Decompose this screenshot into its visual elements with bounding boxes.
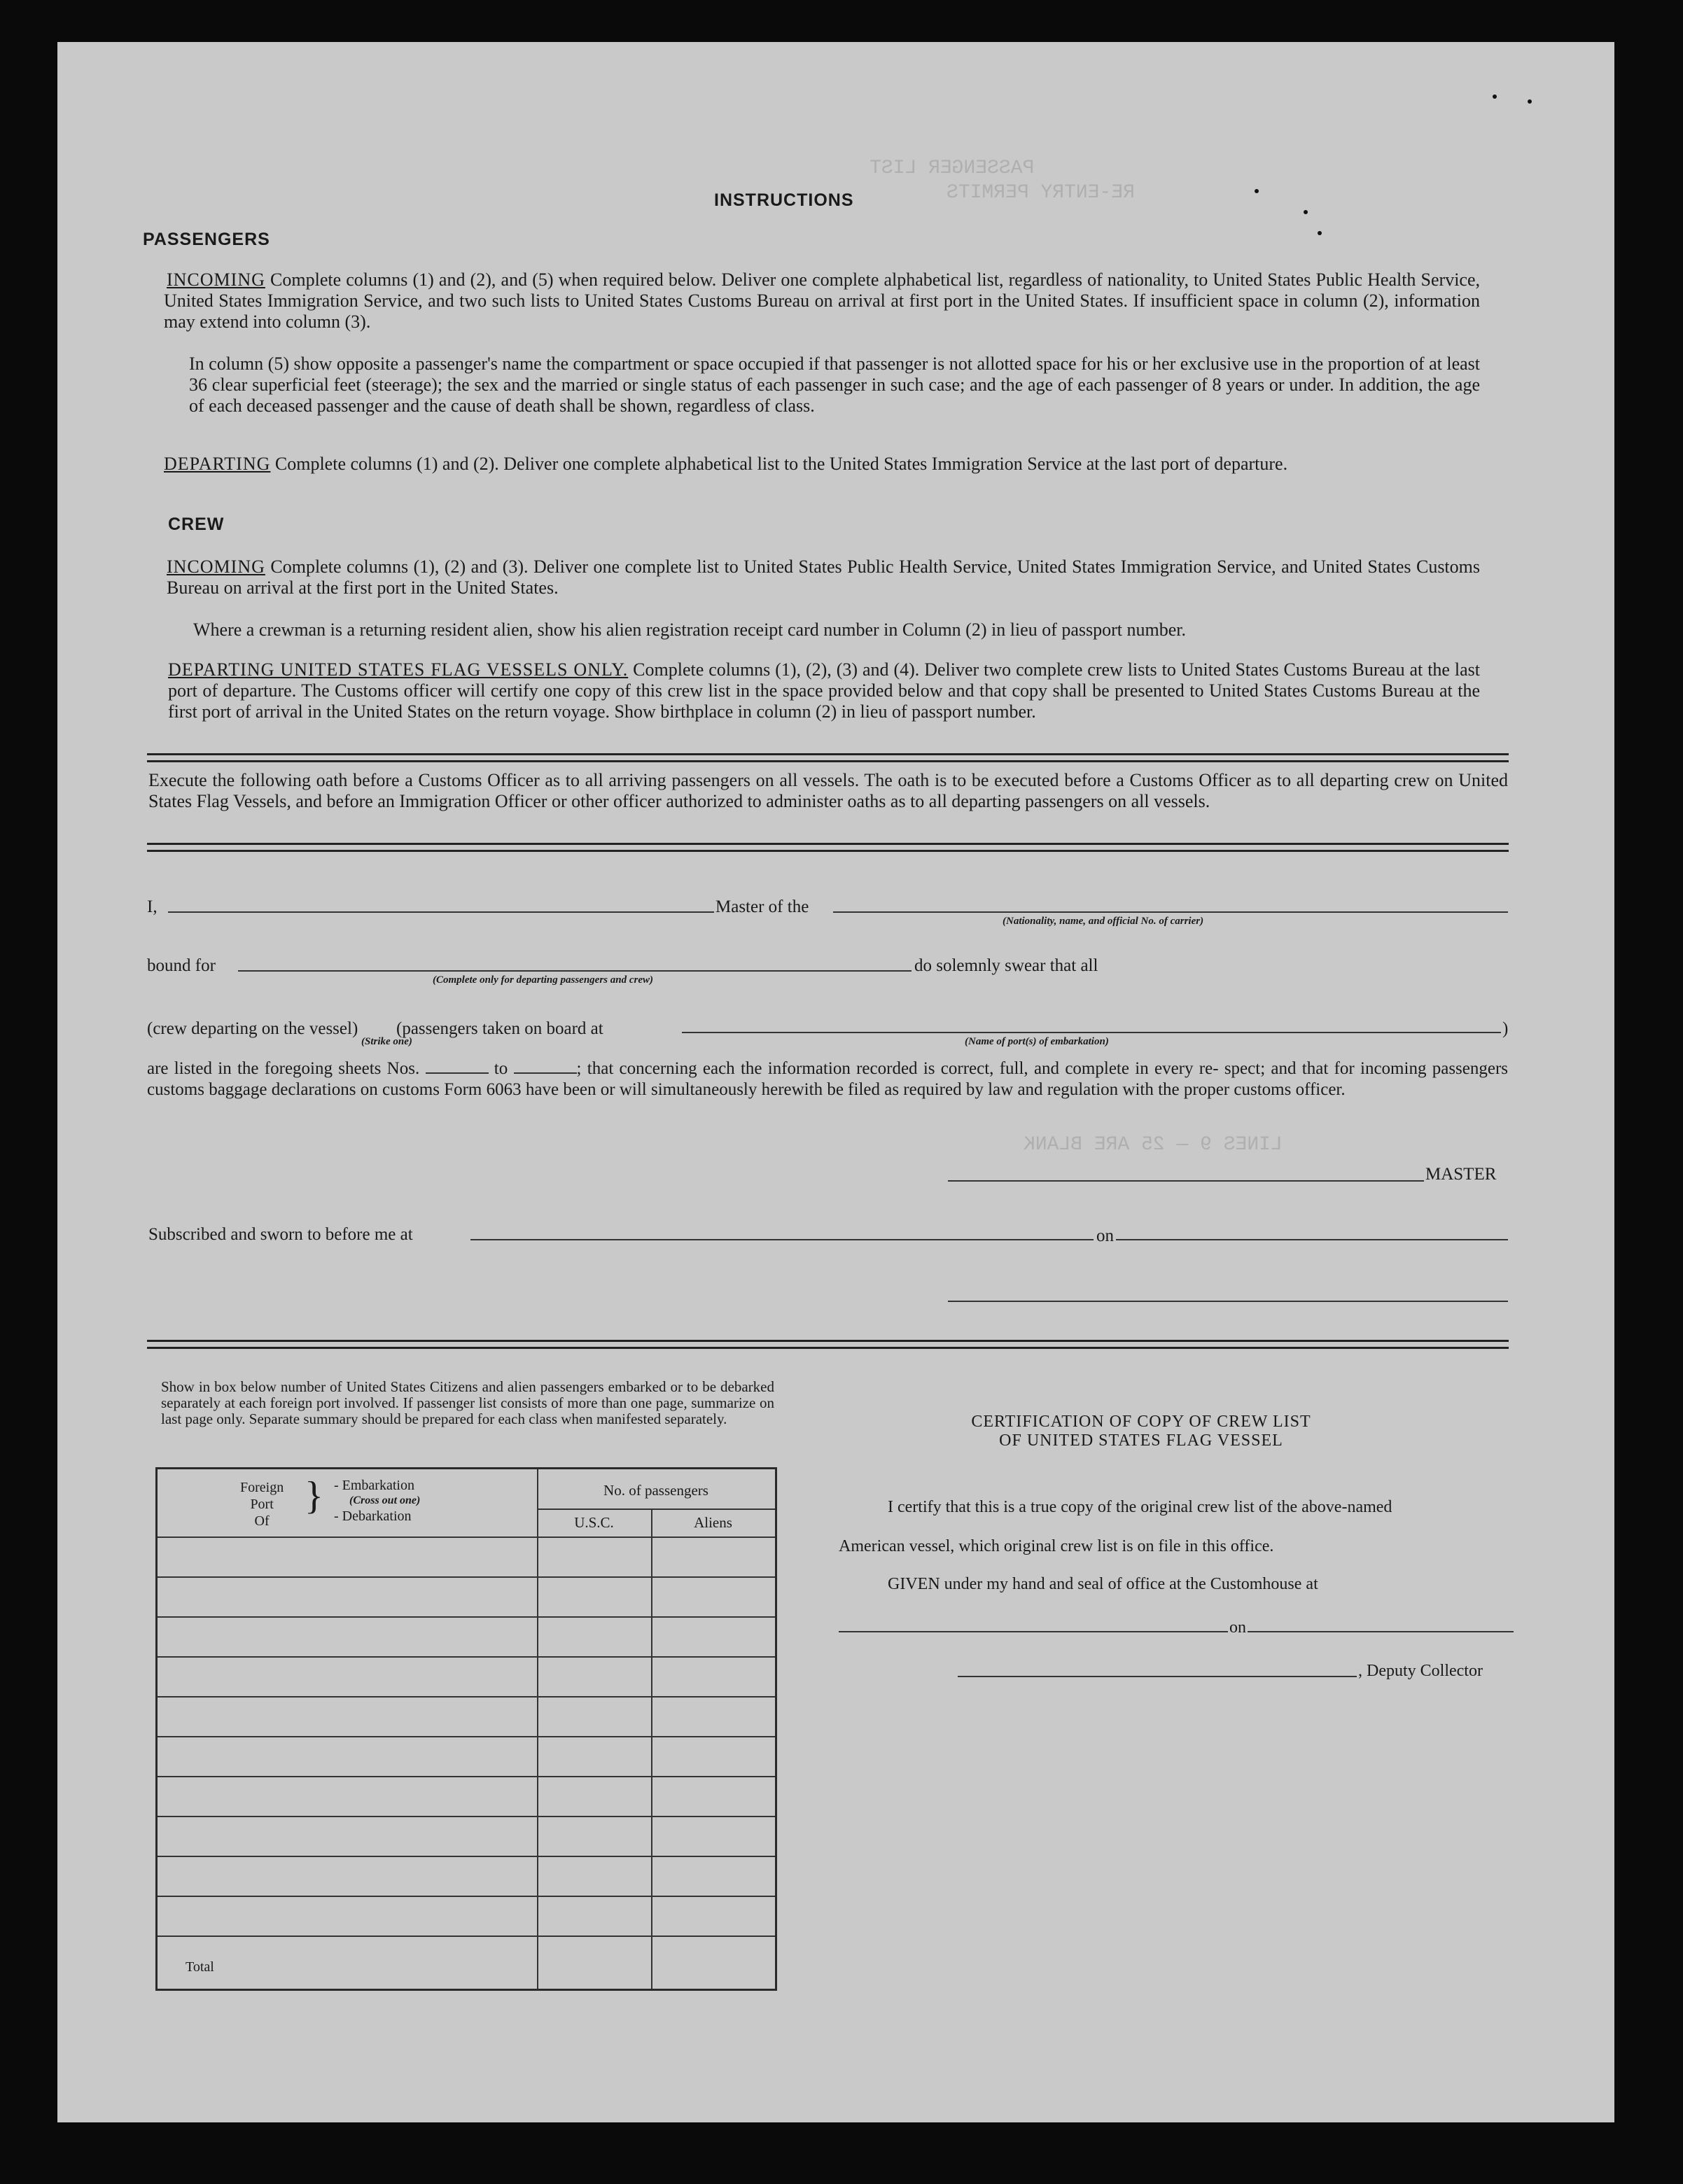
carrier-line[interactable] bbox=[833, 911, 1508, 913]
crew-incoming-text: Complete columns (1), (2) and (3). Deliver one complete list to United States Public Health Service, United States Immigration Service, and United States Customs Bureau on arrival at the first port in the United States. bbox=[167, 556, 1480, 598]
brace-icon: } bbox=[305, 1474, 323, 1518]
subscribed-date-line[interactable] bbox=[1116, 1239, 1508, 1240]
nationality-caption: (Nationality, name, and official No. of carrier) bbox=[1003, 916, 1204, 927]
speck bbox=[1528, 99, 1532, 104]
port-header bbox=[240, 1479, 284, 1530]
oath-i: I, bbox=[147, 897, 158, 916]
sheet-to-line[interactable] bbox=[514, 1072, 577, 1074]
listed-to: to bbox=[494, 1059, 508, 1078]
subscribed-label: Subscribed and sworn to before me at bbox=[148, 1225, 413, 1244]
customhouse-line[interactable] bbox=[839, 1631, 1228, 1632]
table-row bbox=[158, 1696, 775, 1698]
table-row bbox=[158, 1935, 775, 1937]
divider bbox=[147, 1340, 1509, 1342]
crew-incoming-label: INCOMING bbox=[167, 556, 265, 577]
passengers-departing-label: DEPARTING bbox=[164, 454, 271, 474]
master-label: MASTER bbox=[1425, 1165, 1497, 1184]
foreign-label: Foreign bbox=[240, 1480, 284, 1495]
total-label: Total bbox=[186, 1959, 214, 1975]
master-name-line[interactable] bbox=[168, 911, 714, 913]
passengers-taken-option[interactable]: (passengers taken on board at bbox=[396, 1019, 603, 1038]
bound-caption: (Complete only for departing passengers and crew) bbox=[433, 974, 653, 986]
bleed-through-text: PASSENGER LIST bbox=[870, 158, 1035, 179]
crew-heading: CREW bbox=[168, 514, 225, 534]
listed-text-b: ; that concerning each the information recorded is correct, full, and complete in every re- bbox=[576, 1059, 1219, 1078]
divider bbox=[147, 753, 1509, 755]
divider bbox=[147, 843, 1509, 845]
deputy-collector-label: , Deputy Collector bbox=[1358, 1662, 1483, 1680]
embark-options bbox=[334, 1478, 420, 1524]
passengers-incoming-label: INCOMING bbox=[167, 270, 265, 290]
passengers-column5-paragraph: In column (5) show opposite a passenger's name the compartment or space occupied if that passenger is not allotted space for his or her exclusive use in the proportion of at least 36 clear superficial feet (steerage); the sex and the married or single status of each passenger in such case; and the age of each passenger of 8 years or under. In addition, the age of each deceased passenger and the cause of death shall be shown, regardless of class. bbox=[189, 354, 1480, 416]
passengers-heading: PASSENGERS bbox=[143, 230, 270, 249]
table-row bbox=[158, 1576, 775, 1578]
divider bbox=[147, 1347, 1509, 1349]
table-row bbox=[158, 1616, 775, 1618]
aliens-header: Aliens bbox=[694, 1514, 732, 1531]
officer-signature-line[interactable] bbox=[948, 1301, 1508, 1302]
table-row bbox=[158, 1896, 775, 1897]
certification-title-line2: OF UNITED STATES FLAG VESSEL bbox=[999, 1432, 1283, 1450]
oath-instruction: Execute the following oath before a Customs Officer as to all arriving passengers on all vessels. The oath is to be executed before a Customs Officer as to all departing crew on United States Flag Vessels, and before an Immigration Officer or other officer authorized to administer oaths as to all departing passengers on all vessels. bbox=[148, 770, 1508, 811]
summary-note: Show in box below number of United States Citizens and alien passengers embarked or to be debarked separately at each foreign port involved. If passenger list consists of more than one page, summarize on last page only. Separate summary should be prepared for each class when manifested separately. bbox=[161, 1378, 774, 1427]
divider bbox=[147, 760, 1509, 762]
certify-line2: American vessel, which original crew list is on file in this office. bbox=[839, 1537, 1274, 1555]
certify-date-line[interactable] bbox=[1248, 1631, 1514, 1632]
table-row bbox=[158, 1656, 775, 1658]
usc-header: U.S.C. bbox=[574, 1514, 614, 1531]
speck bbox=[1318, 231, 1322, 235]
listed-text-a: are listed in the foregoing sheets Nos. bbox=[147, 1059, 420, 1078]
crew-departing-text: Complete columns (1), (2), (3) and (4). Deliver two complete crew lists to United States Customs Bureau at the last port of departure. The Customs officer will certify one copy of this crew list in the space provided below and that copy shall be presented to United States Customs Bureau at the first port of arrival in the United States on the return voyage. Show birthplace in column (2) in lieu of passport number. bbox=[168, 659, 1481, 722]
table-divider bbox=[537, 1508, 775, 1510]
table-row bbox=[158, 1816, 775, 1817]
speck bbox=[1255, 189, 1259, 193]
embarkation-option[interactable]: - Embarkation bbox=[334, 1478, 414, 1493]
crew-alien-paragraph: Where a crewman is a returning resident alien, show his alien registration receipt card number in Column (2) in lieu of passport number. bbox=[193, 620, 1187, 640]
table-row bbox=[158, 1776, 775, 1777]
bound-for-line[interactable] bbox=[238, 970, 912, 972]
port-label: Port bbox=[250, 1497, 274, 1512]
of-label: Of bbox=[254, 1513, 270, 1529]
master-of-the-label: Master of the bbox=[715, 897, 809, 916]
close-paren: ) bbox=[1502, 1019, 1509, 1038]
crew-departing-label: DEPARTING UNITED STATES FLAG VESSELS ONLY. bbox=[168, 659, 629, 680]
certify-line3: GIVEN under my hand and seal of office at the Customhouse at bbox=[888, 1575, 1318, 1593]
swear-text: do solemnly swear that all bbox=[914, 956, 1098, 975]
ports-line[interactable] bbox=[682, 1032, 1501, 1033]
passenger-summary-table bbox=[155, 1467, 777, 1991]
table-row bbox=[158, 1856, 775, 1857]
table-divider bbox=[651, 1508, 652, 1989]
passengers-incoming-text: Complete columns (1) and (2), and (5) when required below. Deliver one complete alphabetical list, regardless of nationality, to United States Public Health Service, United States Immigration Service, and two such lists to United States Customs Bureau on arrival at first port in the United States. If insufficient space in column (2), information may extend into column (3). bbox=[164, 270, 1481, 332]
bleed-through-text: RE-ENTRY PERMITS bbox=[947, 182, 1135, 204]
passengers-departing-text: Complete columns (1) and (2). Deliver one complete alphabetical list to the United States Immigration Service at the last port of departure. bbox=[274, 454, 1288, 474]
ports-caption: (Name of port(s) of embarkation) bbox=[965, 1036, 1109, 1047]
debarkation-option[interactable]: - Debarkation bbox=[334, 1508, 412, 1524]
table-row bbox=[158, 1536, 775, 1538]
sheet-from-line[interactable] bbox=[426, 1072, 489, 1074]
subscribed-place-line[interactable] bbox=[470, 1239, 1094, 1240]
no-passengers-header: No. of passengers bbox=[603, 1482, 708, 1499]
listed-text-c: spect; and that for incoming passengers customs baggage declarations on customs Form 6063 have been or will simultaneously herewith be filed as required by law and regulation with the proper customs officer. bbox=[147, 1059, 1509, 1099]
certify-on: on bbox=[1229, 1618, 1246, 1637]
speck bbox=[1304, 210, 1308, 214]
crew-incoming-paragraph bbox=[167, 556, 1480, 598]
cross-out-caption: (Cross out one) bbox=[349, 1494, 421, 1506]
strike-one-caption: (Strike one) bbox=[361, 1036, 412, 1047]
form-sheet bbox=[57, 42, 1614, 2122]
speck bbox=[1493, 94, 1497, 99]
listed-paragraph bbox=[147, 1058, 1508, 1100]
bound-for-label: bound for bbox=[147, 956, 216, 975]
instructions-title: INSTRUCTIONS bbox=[714, 190, 854, 210]
subscribed-on: on bbox=[1096, 1226, 1114, 1245]
table-divider bbox=[537, 1469, 538, 1989]
certification-title bbox=[952, 1413, 1330, 1450]
passengers-departing-paragraph bbox=[164, 454, 1480, 475]
passengers-incoming-paragraph bbox=[164, 270, 1480, 332]
master-signature-line[interactable] bbox=[948, 1180, 1424, 1182]
bleed-through-text: LINES 9 — 25 ARE BLANK bbox=[1024, 1134, 1283, 1156]
crew-departing-option[interactable]: (crew departing on the vessel) bbox=[147, 1019, 358, 1038]
table-row bbox=[158, 1736, 775, 1737]
certify-line1: I certify that this is a true copy of the original crew list of the above-named bbox=[888, 1498, 1392, 1516]
deputy-signature-line[interactable] bbox=[958, 1676, 1357, 1677]
divider bbox=[147, 850, 1509, 852]
certification-title-line1: CERTIFICATION OF COPY OF CREW LIST bbox=[971, 1413, 1311, 1431]
crew-departing-paragraph bbox=[168, 659, 1480, 722]
